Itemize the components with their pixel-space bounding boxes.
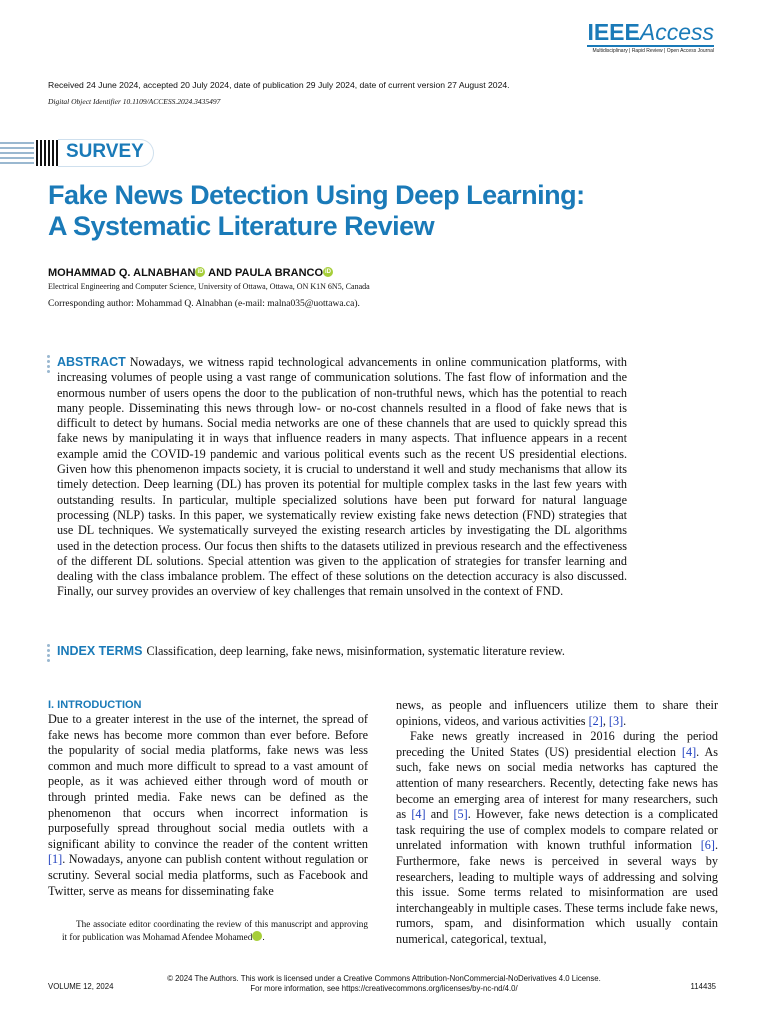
license-line-1: © 2024 The Authors. This work is licensed under a Creative Commons Attribution-NonCommercial-NoDerivatives 4.0 License. bbox=[167, 974, 601, 983]
page-number: 114435 bbox=[690, 982, 716, 991]
column-right bbox=[396, 698, 718, 948]
editor-footnote: The associate editor coordinating the review of this manuscript and approving it for publication was Mohamad Afendee Mohamed iD. bbox=[62, 919, 368, 942]
paper-title bbox=[48, 180, 648, 242]
index-terms-text: Classification, deep learning, fake news, misinformation, systematic literature review. bbox=[146, 644, 565, 658]
citation-link[interactable]: [1] bbox=[48, 852, 63, 867]
logo-underline bbox=[587, 45, 714, 47]
text-run: Fake news greatly increased in 2016 during the period preceding the United States (US) presidential election bbox=[396, 729, 718, 759]
title-line-2: A Systematic Literature Review bbox=[48, 211, 435, 241]
orcid-icon[interactable]: iD bbox=[252, 931, 262, 941]
text-run: . Furthermore, fake news is perceived in several ways by researchers, leading to multiple ways of addressing and solving this issue. Some terms related to misinformation are used interchangeably in multiple cases. These terms include fake news, rumors, spam, and disinformation which usually contain numerical, categorical, textual, bbox=[396, 838, 718, 946]
author-2: AND PAULA BRANCO bbox=[208, 267, 324, 279]
abstract-heading: ABSTRACT bbox=[57, 355, 126, 369]
text-run: . As such, fake news on social media networks has captured the attention of many researchers. Recently, detecting fake news has become an emerging area of interest for many researchers, such as bbox=[396, 744, 718, 822]
citation-link[interactable]: [5] bbox=[453, 807, 468, 822]
author-list bbox=[48, 267, 333, 279]
intro-paragraph-2 bbox=[396, 729, 718, 947]
intro-paragraph-1-cont: news, as people and influencers utilize them to share their opinions, videos, and various activities [2], [3]. bbox=[396, 698, 718, 728]
text-run: Due to a greater interest in the use of the internet, the spread of fake news has become more common than ever before. Before the popularity of social media platforms, fake news was less common and much more difficult to spread to a vast amount of people, as it was achieved either through word of mouth or through printed media. Fake news can be defined as the phenomenon that occurs when incorrect information is purposefully spread throughout social media outlets with a significant ability to convince the reader of the content written bbox=[48, 712, 368, 851]
author-1: MOHAMMAD Q. ALNABHAN bbox=[48, 267, 196, 279]
orcid-icon[interactable]: iD bbox=[197, 269, 204, 275]
text-run: and bbox=[425, 807, 454, 822]
column-left bbox=[48, 698, 368, 899]
citation-link[interactable]: [2] bbox=[588, 713, 603, 728]
affiliation: Electrical Engineering and Computer Science, University of Ottawa, Ottawa, ON K1N 6N5, Canada bbox=[48, 282, 370, 291]
citation-link[interactable]: [3] bbox=[608, 713, 624, 728]
citation-link[interactable]: [4] bbox=[681, 744, 697, 759]
index-dots-icon bbox=[47, 644, 53, 664]
text-run: . However, fake news detection is a complicated task requiring the use of complex models to compare related or unrelated information with known truthful information bbox=[396, 807, 718, 853]
logo-tagline: Multidisciplinary | Rapid Review | Open Access Journal bbox=[592, 48, 714, 54]
text-run: . Nowadays, anyone can publish content without regulation or scrutiny. Several social media platforms, such as Facebook and Twitter, serve as means for disseminating fake bbox=[48, 852, 368, 898]
section-heading-introduction: I. INTRODUCTION bbox=[48, 699, 142, 711]
logo-brand-bold: IEEE bbox=[587, 19, 640, 45]
license-notice bbox=[0, 974, 768, 994]
survey-stripes-icon bbox=[0, 139, 64, 167]
abstract-dots-icon bbox=[47, 355, 53, 375]
corresponding-author: Corresponding author: Mohammad Q. Alnabhan (e-mail: malna035@uottawa.ca). bbox=[48, 299, 360, 309]
orcid-icon[interactable]: iD bbox=[325, 269, 332, 275]
volume-label: VOLUME 12, 2024 bbox=[48, 982, 114, 991]
logo-brand-italic: Access bbox=[639, 19, 714, 45]
intro-paragraph-1 bbox=[48, 712, 368, 899]
footnote-text: The associate editor coordinating the review of this manuscript and approving it for publication was Mohamad Afendee Mohamed bbox=[62, 919, 368, 942]
citation-link[interactable]: [4] bbox=[411, 807, 426, 822]
index-terms bbox=[57, 644, 657, 659]
title-line-1: Fake News Detection Using Deep Learning: bbox=[48, 180, 585, 210]
abstract bbox=[57, 355, 627, 600]
text-run: news, as people and influencers utilize them to share their opinions, videos, and various activities bbox=[396, 698, 718, 728]
received-dates: Received 24 June 2024, accepted 20 July 2024, date of publication 29 July 2024, date of current version 27 August 2024. bbox=[48, 80, 510, 90]
abstract-text: Nowadays, we witness rapid technological advancements in online communication platforms, with increasing volumes of people using a vast range of communication solutions. The fast flow of information and the enormous number of users opens the door to the publication of non-truthful news, which has the potential to reach many people. Disseminating this news through low- or no-cost channels resulted in a flood of fake news that is difficult to detect by humans. Social media networks are one of these channels that are used to quickly spread this fake news by manipulating it in ways that influence readers in many aspects. That influence appears in a recent example amid the COVID-19 pandemic and various political events such as the recent US presidential elections. Given how this phenomenon impacts society, it is crucial to understand it well and study mechanisms that allow its timely detection. Deep learning (DL) has proven its potential for multiple complex tasks in the last few years with outstanding results. In particular, multiple specialized solutions have been put forward for natural language processing (NLP) tasks. In this paper, we systematically review existing fake news detection (FND) strategies that use DL techniques. We systematically surveyed the existing research articles by investigating the DL algorithms used in the detection process. Our focus then shifts to the datasets utilized in previous research and the effectiveness of the different DL solutions. Special attention was given to the application of strategies for transfer learning and dealing with the class imbalance problem. The effect of these solutions on the detection accuracy is also discussed. Finally, our survey provides an overview of key challenges that remain unsolved in the context of FND. bbox=[57, 355, 627, 599]
index-terms-heading: INDEX TERMS bbox=[57, 644, 143, 658]
citation-link[interactable]: [6] bbox=[700, 838, 715, 853]
license-line-2[interactable]: For more information, see https://creativecommons.org/licenses/by-nc-nd/4.0/ bbox=[250, 984, 518, 993]
ieee-access-logo bbox=[587, 20, 714, 54]
doi: Digital Object Identifier 10.1109/ACCESS.2024.3435497 bbox=[48, 97, 221, 106]
survey-badge: SURVEY bbox=[66, 141, 144, 162]
